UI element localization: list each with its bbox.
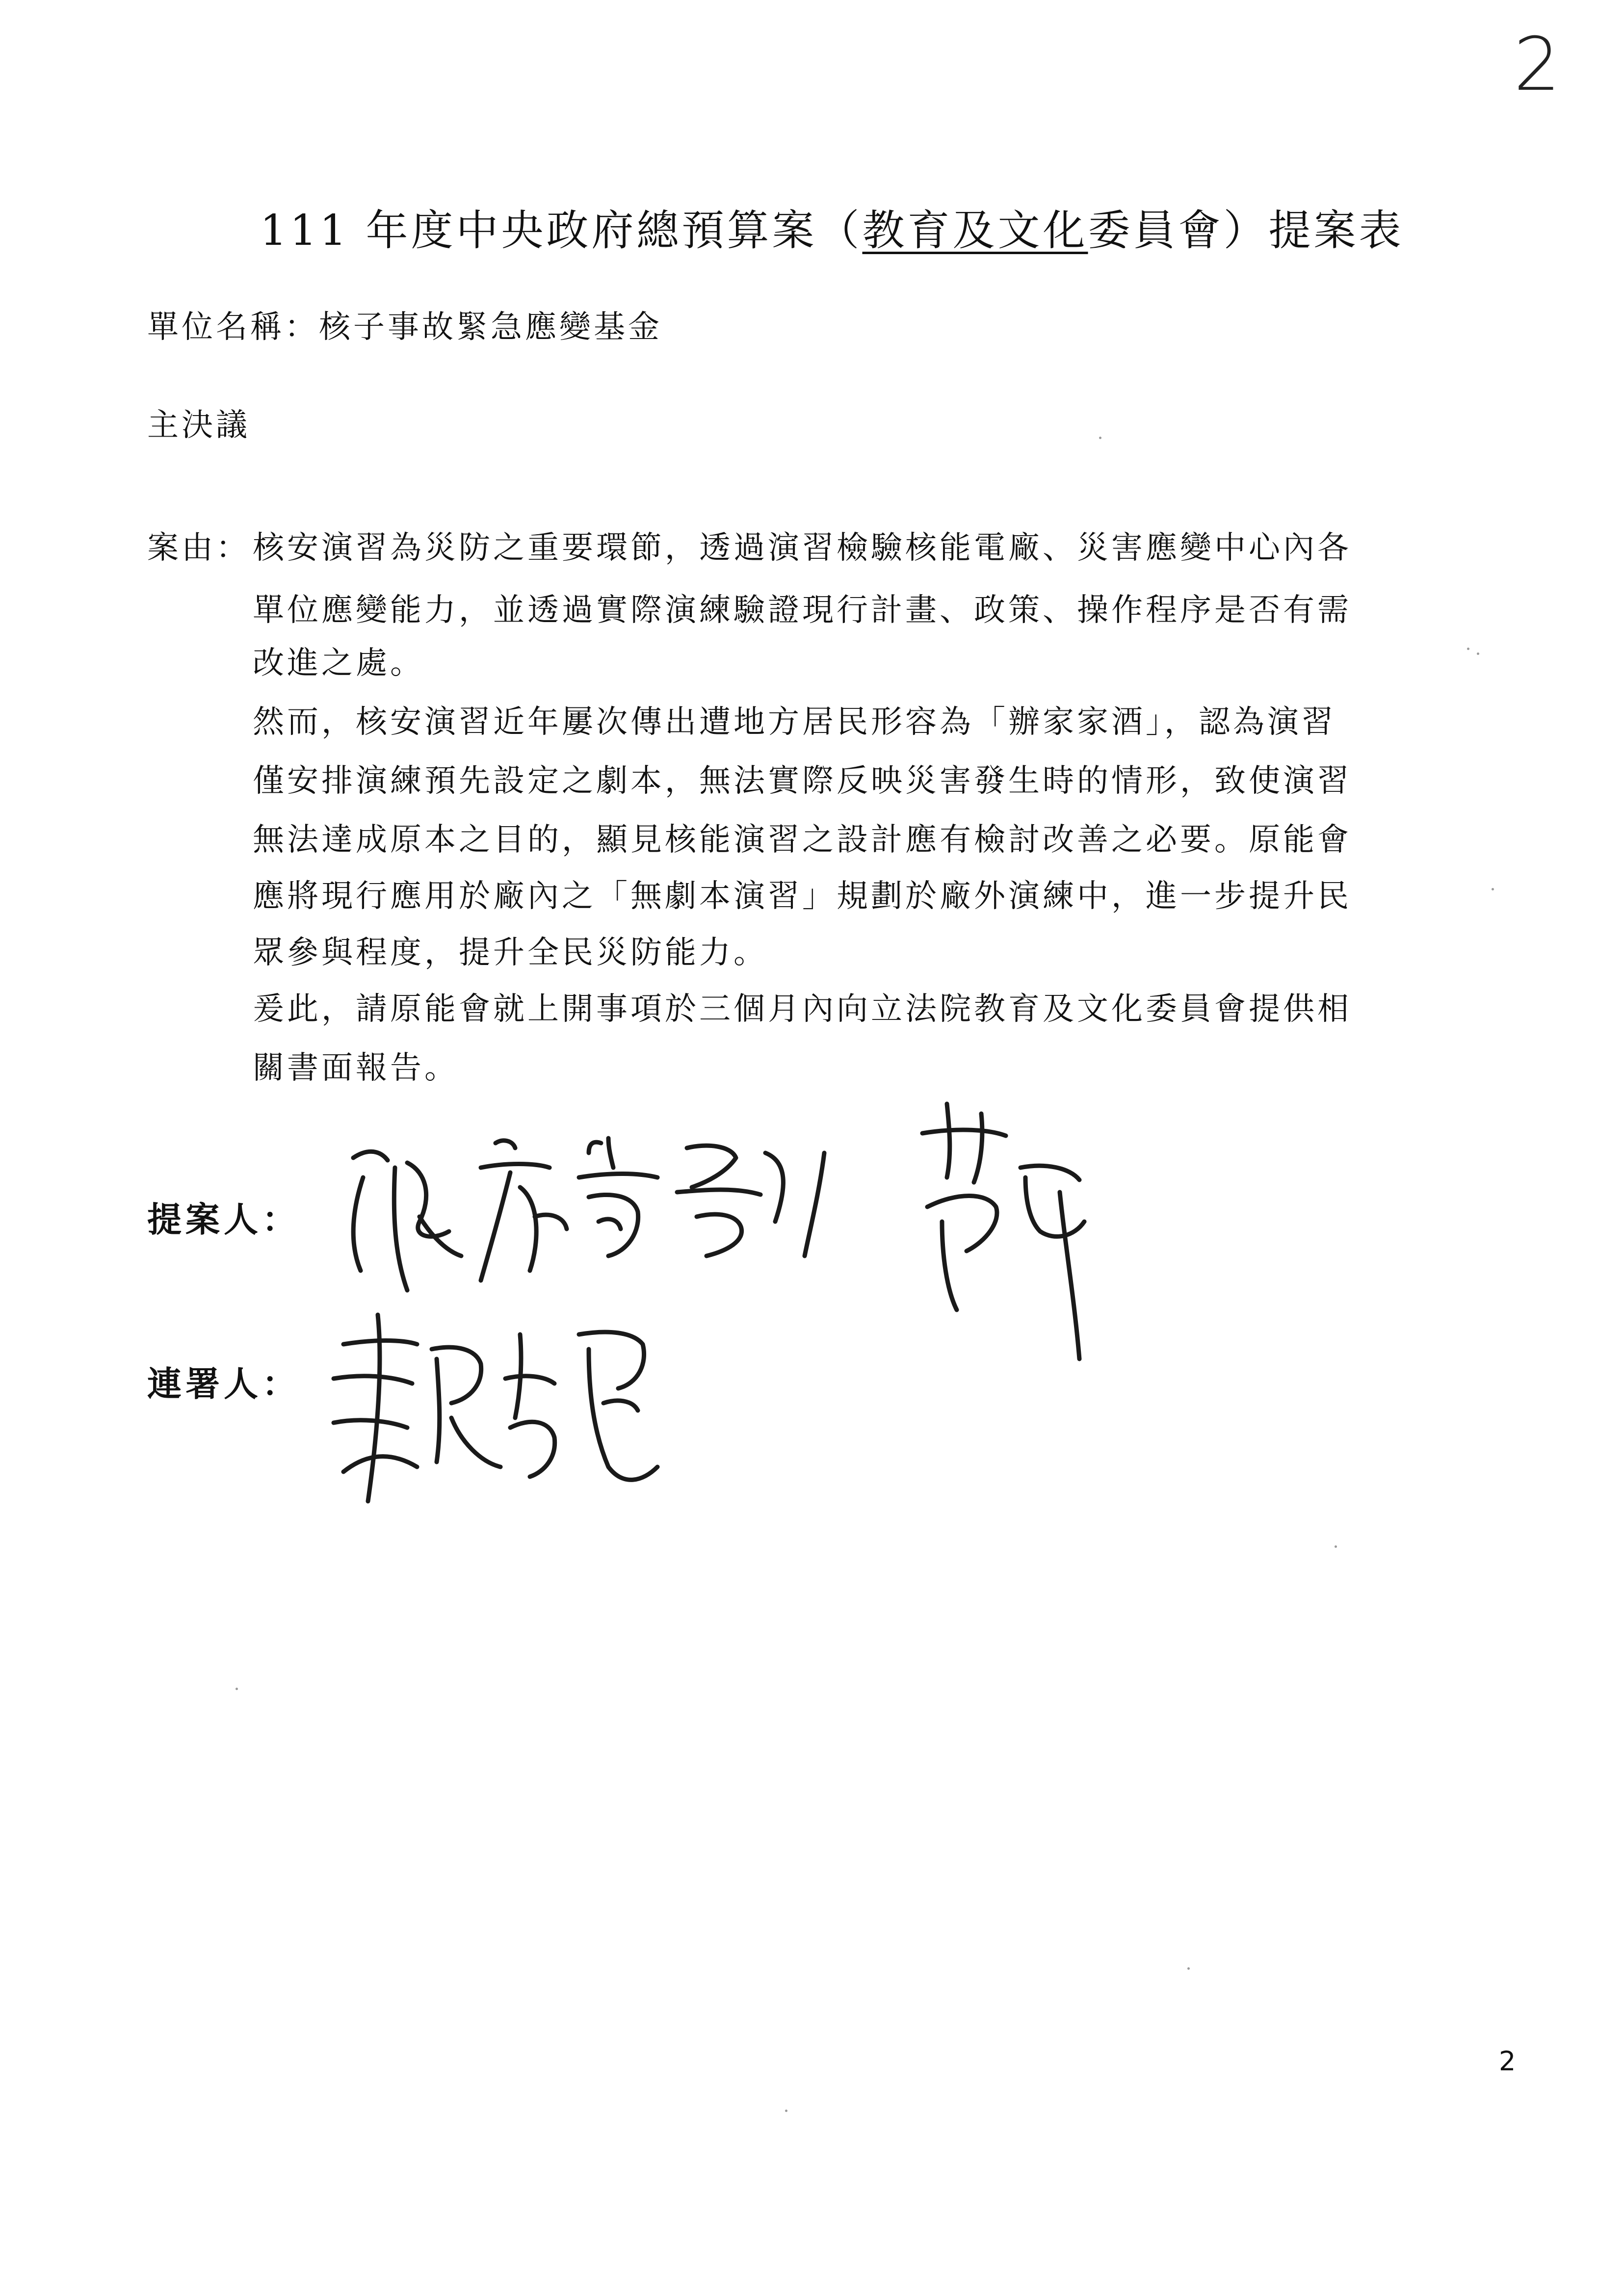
page-number: 2 [1499, 2046, 1516, 2077]
scan-speck [1467, 648, 1469, 650]
title-prefix: 111 年度中央政府總預算案（ [260, 206, 863, 255]
proposer-signature [334, 1094, 854, 1320]
reason-line: 爰此，請原能會就上開事項於三個月內向立法院教育及文化委員會提供相 [253, 991, 1352, 1027]
reason-line: 單位應變能力，並透過實際演練驗證現行計畫、政策、操作程序是否有需 [253, 592, 1352, 628]
reason-line: 然而，核安演習近年屢次傳出遭地方居民形容為「辦家家酒」，認為演習 [253, 704, 1336, 740]
scan-speck [1187, 1967, 1190, 1970]
case-reason-label: 案由： [147, 530, 250, 566]
cosigner-signature [314, 1305, 667, 1521]
reason-line: 僅安排演練預先設定之劇本，無法實際反映災害發生時的情形，致使演習 [253, 763, 1352, 799]
handwritten-page-number: 2 [1514, 22, 1561, 107]
reason-line: 改進之處。 [253, 645, 424, 681]
scan-speck [236, 1688, 238, 1690]
title-suffix: 委員會）提案表 [1088, 206, 1404, 255]
title-committee: 教育及文化 [862, 206, 1088, 255]
unit-name-line: 單位名稱：核子事故緊急應變基金 [147, 309, 662, 345]
proposer-label: 提案人： [147, 1200, 300, 1240]
scan-speck [785, 2110, 787, 2112]
reason-line: 眾參與程度，提升全民災防能力。 [253, 935, 768, 971]
scan-speck [1335, 1545, 1337, 1548]
main-resolution-heading: 主決議 [147, 407, 250, 444]
page-title [260, 196, 1404, 257]
cosigner-label: 連署人： [147, 1364, 300, 1404]
reason-line: 關書面報告。 [253, 1050, 459, 1086]
reason-line: 應將現行應用於廠內之「無劇本演習」規劃於廠外演練中，進一步提升民 [253, 878, 1352, 914]
scan-speck [1099, 437, 1101, 439]
proposer-signature-second [913, 1094, 1128, 1369]
reason-line: 核安演習為災防之重要環節，透過演習檢驗核能電廠、災害應變中心內各 [253, 530, 1352, 566]
reason-line: 無法達成原本之目的，顯見核能演習之設計應有檢討改善之必要。原能會 [253, 822, 1352, 858]
scan-speck [1492, 888, 1494, 890]
scan-speck [1477, 652, 1479, 655]
